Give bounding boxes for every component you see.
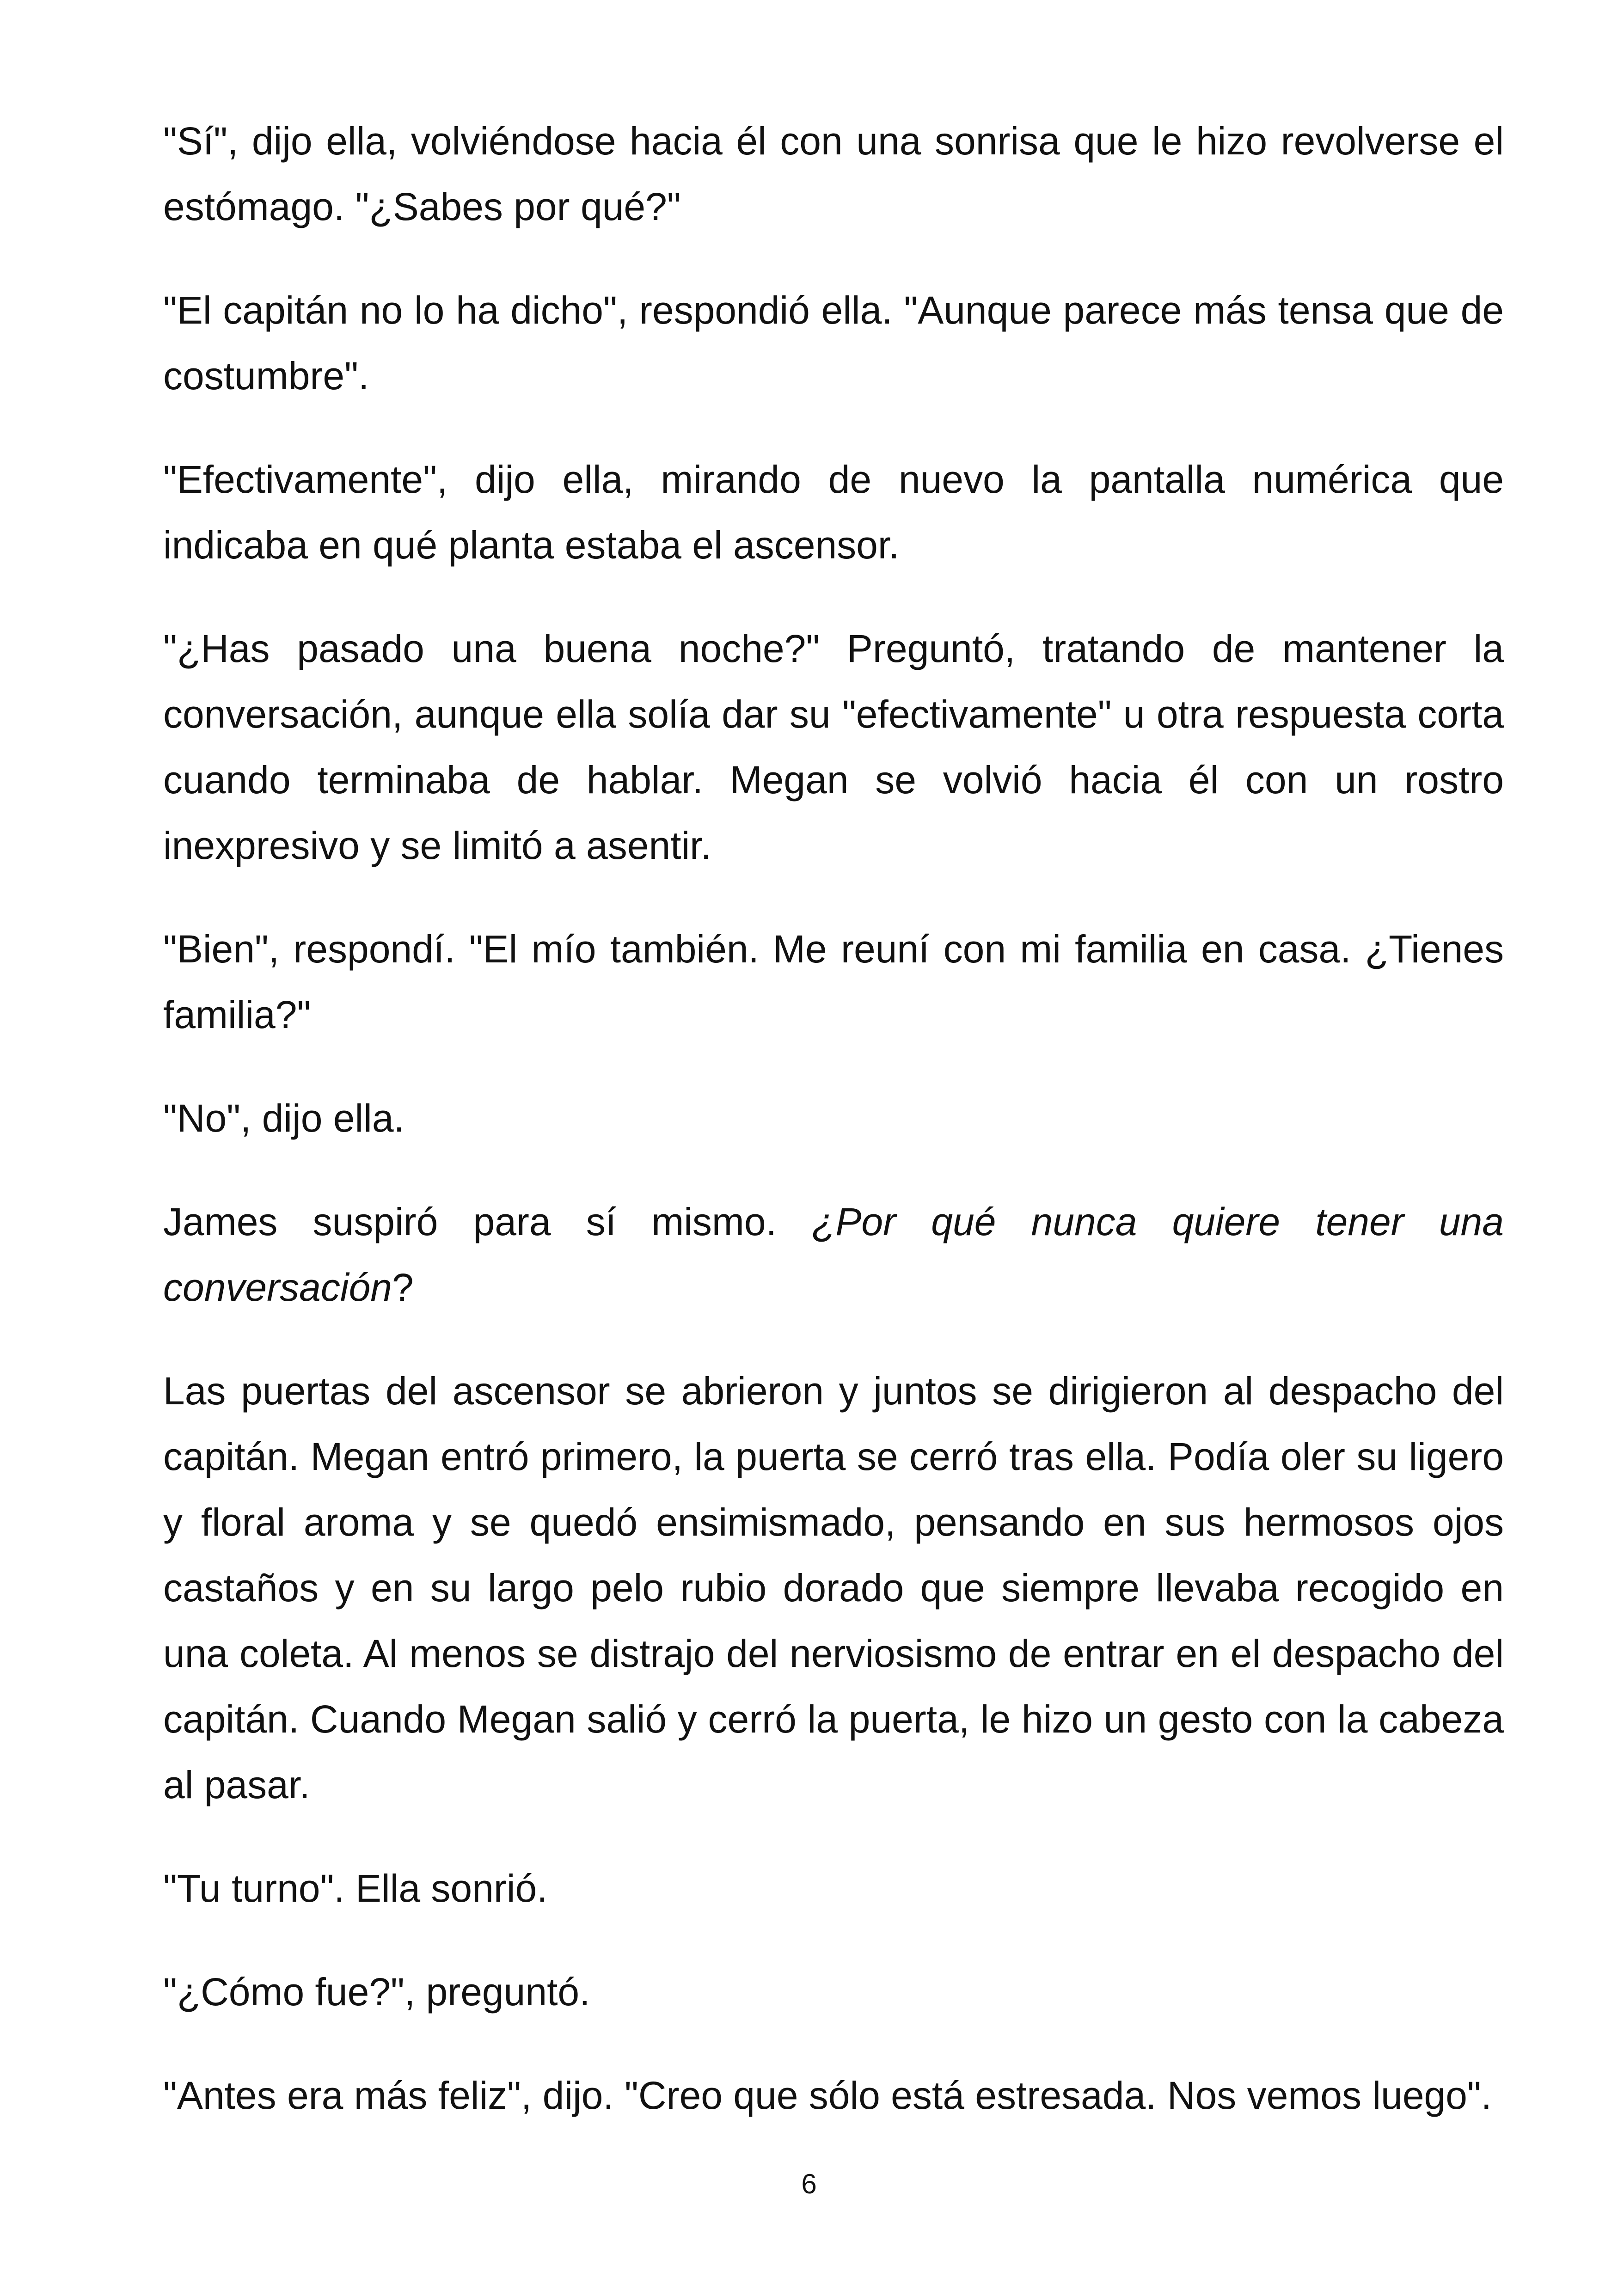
paragraph-11: "Antes era más feliz", dijo. "Creo que sólo está estresada. Nos vemos luego". bbox=[163, 2074, 1492, 2117]
paragraph-10: "¿Cómo fue?", preguntó. bbox=[163, 1970, 590, 2014]
paragraph-7-after: ? bbox=[392, 1266, 414, 1309]
paragraph-7-before: James suspiró para sí mismo. bbox=[163, 1200, 812, 1243]
paragraph-7 bbox=[163, 1189, 1504, 1320]
paragraph-9: "Tu turno". Ella sonrió. bbox=[163, 1867, 548, 1910]
paragraph-8: Las puertas del ascensor se abrieron y juntos se dirigieron al despacho del capitán. Megan entró primero, la puerta se cerró tras ella. Podía oler su ligero y floral aroma y se quedó ensimismado, pensando en sus hermosos ojos castaños y en su largo pelo rubio dorado que siempre llevaba recogido en una coleta. Al menos se distrajo del nerviosismo de entrar en el despacho del capitán. Cuando Megan salió y cerró la puerta, le hizo un gesto con la cabeza al pasar. bbox=[163, 1369, 1504, 1806]
paragraph-6: "No", dijo ella. bbox=[163, 1096, 404, 1140]
paragraph-3: "Efectivamente", dijo ella, mirando de nuevo la pantalla numérica que indicaba en qué planta estaba el ascensor. bbox=[163, 458, 1504, 567]
paragraph-4: "¿Has pasado una buena noche?" Preguntó, tratando de mantener la conversación, aunque ella solía dar su "efectivamente" u otra respuesta corta cuando terminaba de hablar. Megan se volvió hacia él con un rostro inexpresivo y se limitó a asentir. bbox=[163, 627, 1504, 867]
page-body bbox=[163, 108, 1504, 2128]
paragraph-7-italic: ¿Por qué nunca quiere tener una conversación bbox=[163, 1200, 1504, 1309]
page-number: 6 bbox=[801, 2168, 817, 2199]
paragraph-2: "El capitán no lo ha dicho", respondió ella. "Aunque parece más tensa que de costumbre". bbox=[163, 288, 1504, 398]
paragraph-1: "Sí", dijo ella, volviéndose hacia él con una sonrisa que le hizo revolverse el estómago. "¿Sabes por qué?" bbox=[163, 119, 1504, 228]
paragraph-5: "Bien", respondí. "El mío también. Me reuní con mi familia en casa. ¿Tienes familia?" bbox=[163, 927, 1504, 1036]
